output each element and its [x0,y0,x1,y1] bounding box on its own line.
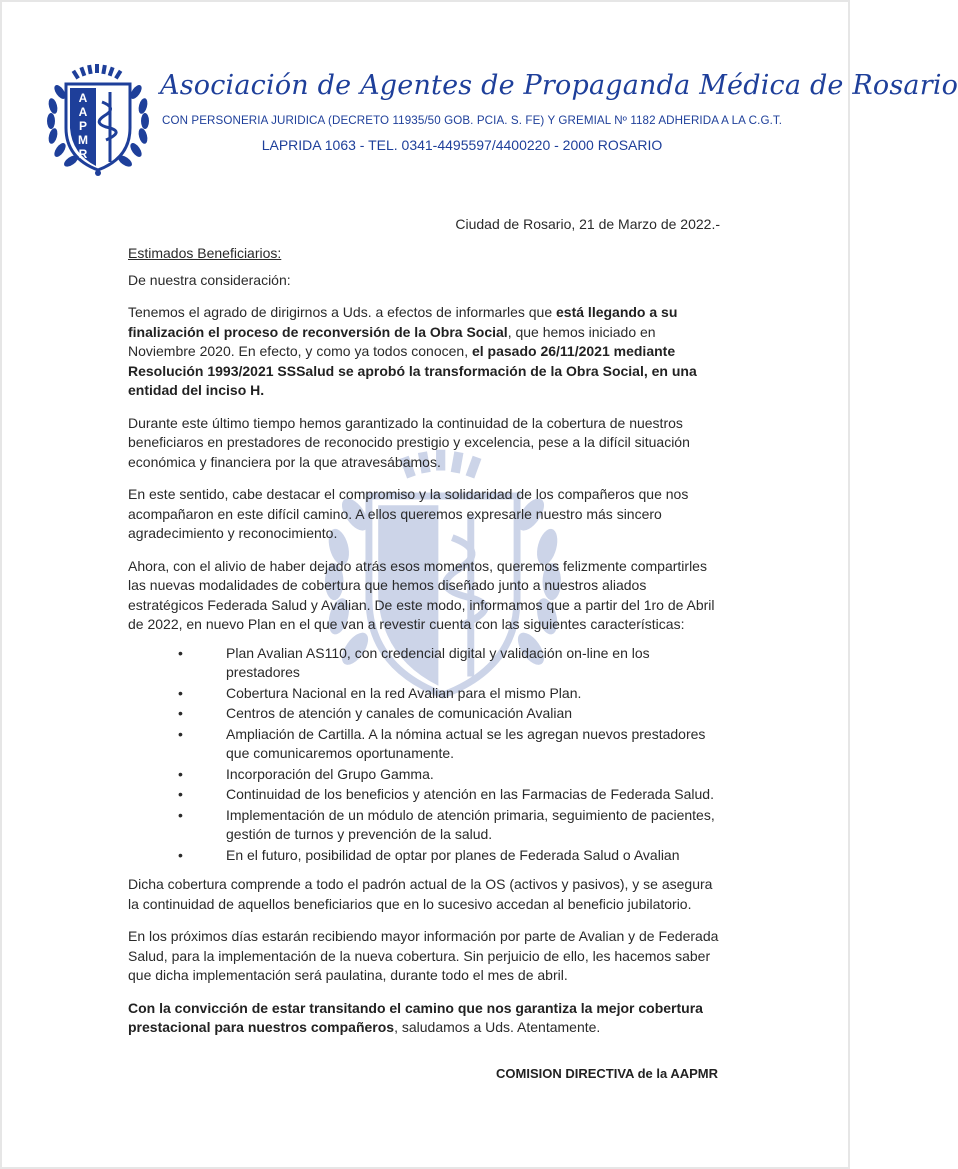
letter-body [128,244,720,1051]
bullet-icon: • [178,644,183,661]
paragraph-text: , que hemos iniciado en Noviembre 2020. En efecto, y como ya todos conocen, [128,323,656,359]
logo-letter-4: M [78,133,88,147]
list-item: • Cobertura Nacional en la red Avalian para el mismo Plan. [178,684,720,704]
paragraph-implementation: En los próximos días estarán recibiendo mayor información por parte de Avalian y de Federada Salud, para la implementación de la nueva cobertura. Sin perjuicio de ello, les hacemos saber que dicha implementación será paulatina, durante todo el mes de abril. [128,928,719,983]
list-item: • Centros de atención y canales de comunicación Avalian [178,704,720,724]
greeting: Estimados Beneficiarios: [128,245,282,261]
bullet-icon: • [178,846,183,863]
logo-letter-2: A [78,105,88,119]
aapmr-logo [44,62,152,176]
paragraph-text: Tenemos el agrado de dirigirnos a Uds. a efectos de informarles que [128,304,557,320]
paragraph-highlight: el pasado 26/11/2021 mediante Resolución 1993/2021 SSSalud se aprobó la transformación de la Obra Social, en una entidad del inciso H. [128,343,697,398]
bullet-icon: • [178,765,183,782]
list-item: • Plan Avalian AS110, con credencial digital y validación on-line en los prestadores [178,644,650,680]
list-item: • En el futuro, posibilidad de optar por planes de Federada Salud o Avalian [178,846,720,866]
bullet-icon: • [178,684,183,701]
list-item: • Continuidad de los beneficios y atención en las Farmacias de Federada Salud. [178,785,720,805]
logo-letter-5: R [78,147,88,161]
bullet-icon: • [178,786,183,802]
paragraph-closing [128,999,720,1038]
closing-text: , saludamos a Uds. Atentamente. [394,1019,601,1035]
logo-letter-3: P [78,119,88,133]
signature: COMISION DIRECTIVA de la AAPMR [496,1066,718,1081]
logo-rays [72,64,123,79]
features-list [128,644,720,866]
bullet-icon: • [178,705,183,721]
bullet-icon: • [178,806,183,823]
organization-address: LAPRIDA 1063 - TEL. 0341-4495597/4400220 - 2000 ROSARIO [261,137,663,153]
list-item: • Implementación de un módulo de atención primaria, seguimiento de pacientes, gestión de turnos y prevención de la salud. [178,806,715,842]
paragraph-continuity: Durante este último tiempo hemos garantizado la continuidad de la cobertura de nuestros beneficiaros en prestadores de reconocido prestigio y excelencia, pese a la difícil situación económica y financiera por la que atravesábamos. [128,414,690,470]
letter-date: Ciudad de Rosario, 21 de Marzo de 2022.- [455,216,720,232]
list-item: • Ampliación de Cartilla. A la nómina actual se les agregan nuevos prestadores que comunicaremos oportunamente. [178,725,706,761]
salutation: De nuestra consideración: [128,271,291,288]
bullet-icon: • [178,725,183,742]
paragraph-gratitude: En este sentido, cabe destacar el compromiso y la solidaridad de los compañeros que nos acompañaron en este difícil camino. A ellos queremos expresarle nuestro más sincero agradecimiento y reconocimiento. [128,486,689,541]
paragraph-reconversion [128,303,720,401]
paragraph-highlight: está llegando a su finalización el proceso de reconversión de la Obra Social [128,304,678,340]
logo-letter-1: A [78,91,88,105]
organization-legal-info: CON PERSONERIA JURIDICA (DECRETO 11935/50 GOB. PCIA. S. FE) Y GREMIAL Nº 1182 ADHERIDA A LA C.G.T. [162,114,783,127]
organization-name: Asociación de Agentes de Propaganda Médica de Rosario [160,70,958,101]
list-item: • Incorporación del Grupo Gamma. [178,765,720,785]
closing-highlight: Con la convicción de estar transitando el camino que nos garantiza la mejor cobertura prestacional para nuestros compañeros [128,999,703,1035]
paragraph-new-plan: Ahora, con el alivio de haber dejado atrás esos momentos, queremos felizmente compartirles las nuevas modalidades de cobertura que hemos diseñado junto a nuestros aliados estratégicos Federada Salud y Avalian. De este modo, informamos que a partir del 1ro de Abril de 2022, en nuevo Plan en el que van a revestir cuenta con las siguientes características: [128,557,715,632]
paragraph-coverage-scope: Dicha cobertura comprende a todo el padrón actual de la OS (activos y pasivos), y se asegura la continuidad de aquellos beneficiarios que en lo sucesivo accedan al beneficio jubilatorio. [128,876,713,912]
